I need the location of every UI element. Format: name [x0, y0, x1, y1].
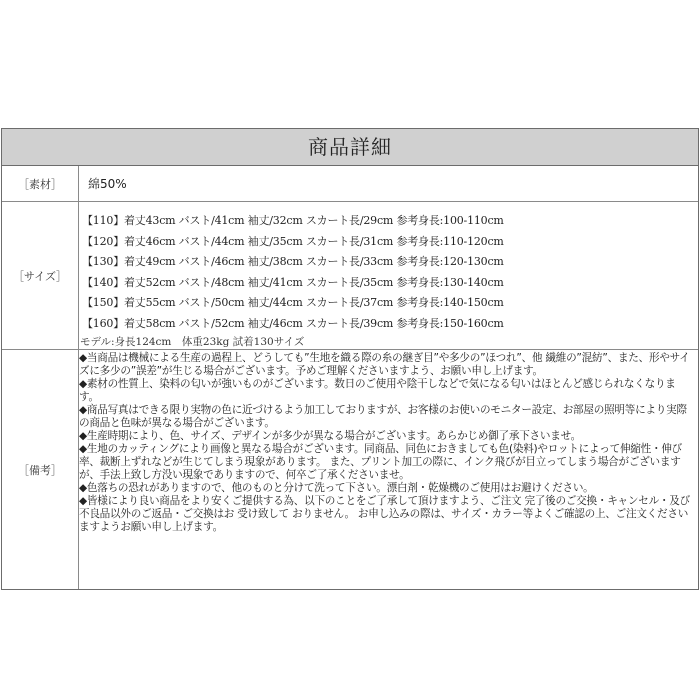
notes-value-cell — [78, 350, 698, 589]
size-line: 【150】着丈55cm バスト/50cm 袖丈/44cm スカート長/37cm 参考身長:140-150cm — [82, 296, 504, 309]
size-label: ［サイズ］ — [2, 202, 79, 349]
product-details-table — [1, 128, 699, 590]
note-item: ◆商品写真はできる限り実物の色に近づけるよう加工しておりますが、お客様のお使いのモニター設定、お部屋の照明等により実際の商品と色味が異なる場合がございます。 — [79, 404, 687, 429]
table-title: 商品詳細 — [2, 129, 698, 166]
note-item: ◆素材の性質上、染料の匂いが強いものがございます。数日のご使用や陰干しなどで気になる匂いはほとんど感じられなくなります。 — [79, 378, 676, 403]
note-item: ◆当商品は機械による生産の過程上、どうしても”生地を織る際の糸の継ぎ目”や多少の”ほつれ”、他 繊維の”混紡”、また、形やサイズに多少の”誤差”が生じる場合がございます。予めご理解くださいますよう、お願い申し上げます。 — [79, 352, 690, 377]
size-line: 【160】着丈58cm バスト/52cm 袖丈/46cm スカート長/39cm 参考身長:150-160cm — [82, 317, 504, 330]
note-item: ◆生地のカッティングにより画像と異なる場合がございます。同商品、同色におきましても色(染料)やロットによって伸縮性・伸び率、裁断上ずれなどが生じてしまう現象があります。 また、プリント加工の際に、インク飛びが目立ってしまう場合がございますが、手法上致し方没い現象でありますので、何卒ご了承くださいませ。 — [79, 443, 683, 481]
size-row — [2, 202, 698, 350]
size-line: 【120】着丈46cm バスト/44cm 袖丈/35cm スカート長/31cm 参考身長:110-120cm — [82, 235, 504, 248]
note-item: ◆生産時期により、色、サイズ、デザインが多少が異なる場合がございます。あらかじめ御了承下さいませ。 — [79, 430, 581, 442]
model-info: モデル:身長124cm 体重23kg 試着130サイズ — [80, 336, 305, 348]
note-item: ◆色落ちの恐れがありますので、他のものと分けて洗って下さい。漂白剤・乾燥機のご使用はお避けください。 — [79, 482, 594, 494]
size-line: 【110】着丈43cm バスト/41cm 袖丈/32cm スカート長/29cm 参考身長:100-110cm — [82, 214, 504, 227]
size-line: 【130】着丈49cm バスト/46cm 袖丈/38cm スカート長/33cm 参考身長:120-130cm — [82, 255, 504, 268]
size-line: 【140】着丈52cm バスト/48cm 袖丈/41cm スカート長/35cm 参考身長:130-140cm — [82, 276, 504, 289]
notes-label: ［備考］ — [2, 350, 79, 589]
size-value-cell — [78, 202, 698, 349]
material-value: 綿50% — [88, 177, 127, 191]
notes-row — [2, 350, 698, 589]
material-row — [2, 166, 698, 202]
material-label: ［素材］ — [2, 166, 79, 201]
note-item: ◆皆様により良い商品をより安くご提供する為、以下のことをご了承して頂けますよう、ご注文 完了後のご交換・キャンセル・及び不良品以外のご返品・ご交換はお 受け致して おりません。 お申し込みの際は、サイズ・カラー等よくご確認の上、ご注文くださいますようお願い申し上げます。 — [79, 495, 690, 533]
notes-list — [79, 352, 694, 534]
material-value-cell — [78, 166, 698, 201]
